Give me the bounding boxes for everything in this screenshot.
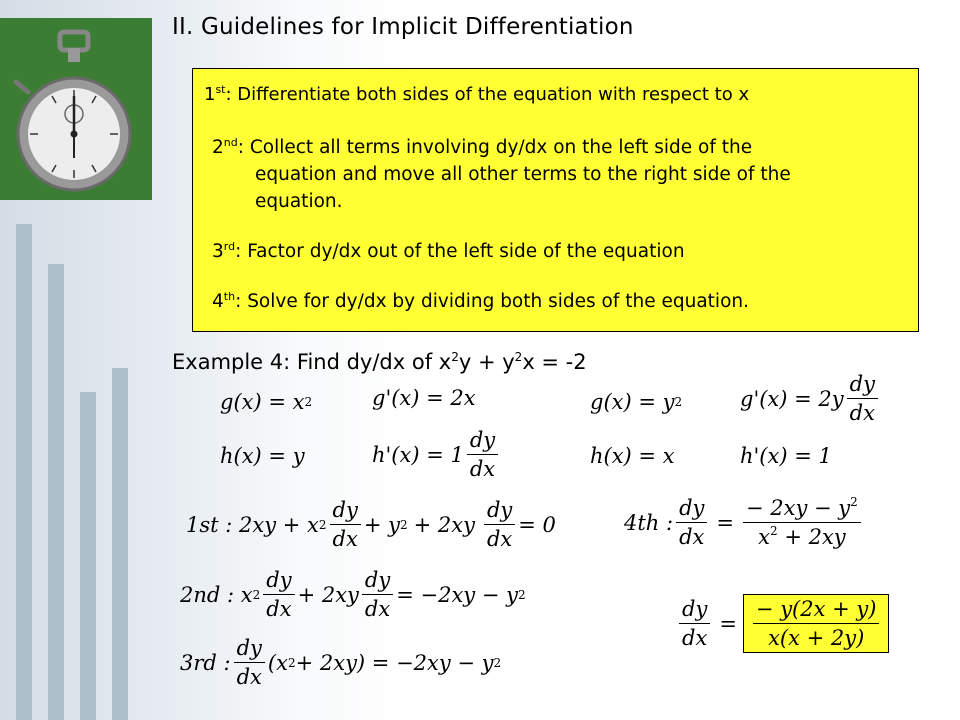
numerator: dy: [847, 372, 878, 399]
eq-text: =: [716, 510, 734, 535]
exponent: 2: [850, 495, 858, 509]
numerator: dy: [234, 636, 265, 663]
eq-text: h'(x) = 1: [372, 442, 464, 467]
guideline-step-4: [212, 288, 749, 315]
step-ordinal-suffix: st: [215, 83, 226, 96]
step-text: equation and move all other terms to the right side of the: [255, 164, 791, 185]
eq-text: g'(x) = 2x: [372, 386, 476, 410]
numerator: dy: [484, 498, 515, 525]
fraction-dy-dx: [362, 568, 393, 621]
step-ordinal: 2: [212, 137, 224, 158]
numerator: [743, 496, 861, 523]
numerator: dy: [467, 428, 498, 455]
eq-h-prime-1: [740, 444, 832, 468]
eq-text: + y: [363, 512, 400, 537]
example-text: Example 4: Find dy/dx of x: [172, 350, 452, 374]
step-text: : Solve for dy/dx by dividing both sides of the equation.: [235, 291, 749, 312]
eq-g-x-squared: g(x) = x 2: [220, 390, 313, 414]
step-text: : Collect all terms involving dy/dx on the left side of the: [237, 137, 753, 158]
denominator: dx: [469, 457, 496, 481]
eq-text: 1st : 2xy + x: [186, 512, 319, 537]
denominator: x(x + 2y): [768, 626, 865, 650]
stopwatch-icon: [0, 18, 152, 200]
fraction-final: [753, 597, 880, 650]
numerator: dy: [679, 597, 710, 624]
guideline-step-2: [212, 134, 791, 215]
eq-text: h'(x) = 1: [740, 444, 832, 468]
eq-h-y: [220, 444, 305, 468]
answer-box: [743, 594, 890, 653]
eq-text: + 2xy: [784, 525, 846, 549]
eq-text: h(x) = y: [220, 444, 305, 468]
eq-g-prime-2x: [372, 386, 476, 410]
fraction-dy-dx: [847, 372, 878, 425]
decor-bar: [80, 392, 96, 720]
eq-g-prime-2y-dydx: [740, 372, 881, 425]
denominator: dx: [266, 597, 292, 621]
denominator: dx: [332, 527, 358, 551]
eq-text: − 2xy − y: [746, 496, 851, 520]
numerator: − y(2x + y): [753, 597, 880, 624]
fraction-dy-dx: [330, 498, 361, 551]
eq-h-x: [590, 444, 675, 468]
example-text: y + y: [458, 350, 515, 374]
fraction-solution: [743, 496, 861, 549]
step-text: : Differentiate both sides of the equation with respect to x: [225, 84, 750, 105]
step-ordinal-suffix: nd: [223, 136, 238, 149]
numerator: dy: [263, 568, 294, 595]
fraction-dy-dx: [676, 496, 707, 549]
eq-text: g'(x) = 2y: [740, 386, 844, 411]
decor-bar: [16, 224, 32, 720]
eq-text: g(x) = x: [220, 390, 305, 414]
denominator: dx: [486, 527, 513, 551]
denominator: dx: [682, 626, 708, 650]
step-ordinal: 4: [212, 291, 224, 312]
eq-text: g(x) = y: [590, 390, 675, 414]
eq-text: =: [719, 611, 737, 636]
eq-step-3: 3rd : $\frac{dy}{dx}$ (x 2 + 2xy) = −2xy − y 2: [180, 636, 502, 689]
eq-text: 2nd : x: [180, 582, 253, 607]
eq-step-2: 2nd : x 2 $\frac{dy}{dx}$ + 2xy $\frac{dy}{dx}$ = −2xy − y 2: [180, 568, 526, 621]
eq-text: 4th :: [624, 510, 674, 535]
eq-g-y-squared: g(x) = y 2: [590, 390, 683, 414]
denominator: [755, 523, 849, 549]
step-text: equation.: [255, 191, 343, 212]
denominator: dx: [849, 401, 875, 425]
step-ordinal: 1: [204, 84, 216, 105]
eq-h-prime-1-dydx: [372, 428, 501, 481]
exponent: 2: [451, 350, 459, 364]
eq-text: = −2xy − y: [396, 582, 518, 607]
eq-text: = 0: [518, 512, 556, 537]
decor-bar: [48, 264, 64, 720]
step-text: : Factor dy/dx out of the left side of the equation: [235, 241, 685, 262]
denominator: dx: [679, 525, 705, 549]
exponent: 2: [769, 524, 778, 538]
eq-text: + 2xy) = −2xy − y: [295, 650, 494, 675]
denominator: dx: [364, 597, 391, 621]
numerator: dy: [330, 498, 361, 525]
decor-bar: [112, 368, 128, 720]
page-title: II. Guidelines for Implicit Differentiation: [172, 14, 634, 40]
fraction-dy-dx: [484, 498, 515, 551]
step-ordinal-suffix: th: [223, 290, 236, 303]
fraction-dy-dx: [263, 568, 294, 621]
eq-final-answer: [676, 594, 889, 653]
eq-text: + 2xy: [413, 512, 475, 537]
example-heading: [172, 350, 587, 374]
fraction-dy-dx: [467, 428, 498, 481]
guideline-step-1: [204, 81, 749, 108]
fraction-dy-dx: [679, 597, 710, 650]
eq-text: x: [758, 525, 770, 549]
denominator: dx: [236, 665, 262, 689]
exponent: 2: [514, 350, 523, 364]
step-ordinal: 3: [212, 241, 224, 262]
step-ordinal-suffix: rd: [223, 240, 236, 253]
fraction-dy-dx: [234, 636, 265, 689]
eq-text: + 2xy: [297, 582, 359, 607]
eq-step-4: [624, 496, 864, 549]
logo-panel: [0, 18, 152, 200]
eq-text: h(x) = x: [590, 444, 675, 468]
eq-text: 3rd :: [180, 650, 231, 675]
example-text: x = -2: [522, 350, 587, 374]
numerator: dy: [362, 568, 393, 595]
guideline-step-3: [212, 238, 685, 265]
eq-step-1: 1st : 2xy + x 2 $\frac{dy}{dx}$ + y 2 + 2xy $\frac{dy}{dx}$ = 0: [186, 498, 556, 551]
eq-text: (x: [267, 650, 288, 675]
numerator: dy: [676, 496, 707, 523]
